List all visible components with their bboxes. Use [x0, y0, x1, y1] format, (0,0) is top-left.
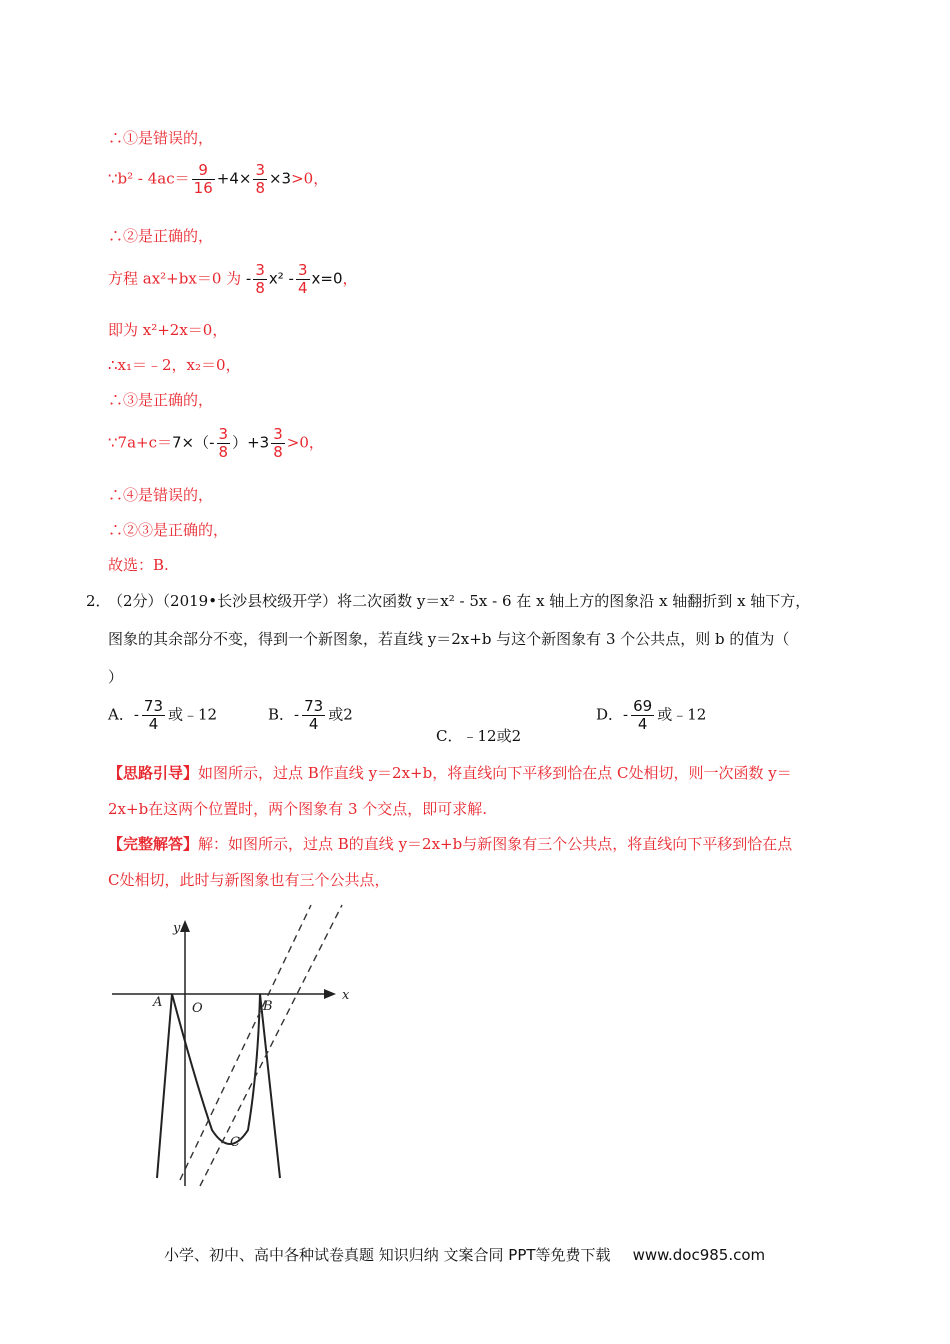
frac-den: 8	[255, 279, 265, 297]
frac-num: 9	[192, 162, 215, 180]
equation-prefix: 方程 ax²+bx＝0 为	[108, 269, 242, 288]
parabola-graph	[100, 900, 360, 1200]
option-d-label: D．	[596, 705, 624, 724]
7a-c-expr1: 7×（	[172, 433, 210, 452]
frac-num: 3	[218, 425, 229, 443]
answer-line-1	[108, 834, 792, 854]
footer-text: 小学、初中、高中各种试卷真题 知识归纳 文案合同 PPT等免费下载	[164, 1246, 611, 1264]
answer-line-2: C处相切，此时与新图象也有三个公共点，	[108, 871, 390, 889]
fraction-3-8	[271, 426, 285, 461]
frac-num: 3	[255, 261, 265, 279]
option-a-fraction	[142, 698, 165, 733]
minus-sign: -	[283, 269, 294, 288]
solution-line-3: ∴②是正确的，	[108, 227, 214, 245]
frac-den: 4	[637, 715, 648, 733]
y-axis-arrow	[180, 920, 190, 932]
guide-line-1	[108, 763, 792, 783]
solution-line-6: ∴x₁＝﹣2，x₂＝0，	[108, 356, 241, 374]
solution-line-9: ∴④是错误的，	[108, 486, 214, 504]
frac-num: 73	[304, 697, 324, 715]
fraction-3-4	[296, 262, 310, 297]
discriminant-tail: ×3	[268, 169, 292, 188]
7a-c-expr2: ）+3	[232, 433, 270, 452]
minus-sign: -	[133, 705, 139, 724]
fraction-3-8	[253, 262, 267, 297]
solution-line-discriminant	[108, 162, 328, 197]
solution-line-11: 故选：B.	[108, 556, 169, 574]
minus-sign: -	[623, 705, 629, 724]
frac-num: 73	[143, 697, 164, 715]
7a-c-prefix: ∵7a+c＝	[108, 433, 172, 452]
option-d[interactable]	[596, 698, 706, 733]
guide-line-2: 2x+b在这两个位置时，两个图象有 3 个交点，即可求解.	[108, 800, 488, 818]
fraction-3-8	[253, 162, 267, 197]
question-line-2: 图象的其余部分不变，得到一个新图象，若直线 y＝2x+b 与这个新图象有 3 个公共点，则 b 的值为（	[108, 630, 790, 648]
solution-line-5: 即为 x²+2x＝0，	[108, 321, 228, 339]
guide-text-1: 如图所示，过点 B作直线 y＝2x+b，将直线向下平移到恰在点 C处相切，则一次函数 y＝	[198, 764, 792, 782]
frac-den: 4	[308, 715, 319, 733]
frac-num: 3	[255, 161, 265, 179]
point-c-label: C	[230, 1135, 240, 1150]
option-b-fraction	[302, 698, 325, 733]
point-b-label: B	[263, 999, 273, 1014]
dashed-line-through-b	[180, 905, 311, 1180]
discriminant-suffix: >0，	[291, 169, 329, 188]
answer-tag: 【完整解答】	[108, 835, 199, 853]
equation-suffix: ，	[342, 269, 358, 288]
frac-den: 8	[273, 443, 283, 461]
solution-line-7: ∴③是正确的，	[108, 391, 214, 409]
solution-line-1: ∴①是错误的，	[108, 129, 214, 147]
question-line-3: ）	[108, 668, 124, 686]
option-b-tail: 或2	[328, 705, 353, 724]
question-number: 2．	[86, 592, 111, 610]
option-b-label: B．	[268, 705, 295, 724]
guide-tag: 【思路引导】	[108, 764, 199, 782]
option-a-tail: 或﹣12	[168, 705, 218, 724]
minus-sign: -	[209, 433, 215, 452]
frac-num: 69	[633, 697, 653, 715]
solution-line-equation	[108, 262, 358, 297]
footer-url[interactable]: www.doc985.com	[632, 1246, 766, 1264]
option-c-label: C．	[436, 727, 463, 745]
fraction-9-16	[192, 162, 215, 197]
answer-text-1: 解：如图所示，过点 B的直线 y＝2x+b与新图象有三个公共点，将直线向下平移到恰在点	[198, 835, 793, 853]
discriminant-prefix: ∵b² - 4ac＝	[108, 169, 190, 188]
7a-c-suffix: >0，	[286, 433, 324, 452]
x-axis-arrow	[324, 989, 336, 999]
page-footer	[164, 1244, 765, 1265]
option-b[interactable]	[268, 698, 353, 733]
equation-x-squared: x²	[268, 269, 284, 288]
option-a[interactable]	[108, 698, 217, 733]
equation-tail: x=0	[311, 269, 343, 288]
frac-den: 4	[148, 715, 159, 733]
option-a-label: A．	[108, 705, 134, 724]
minus-sign: -	[294, 705, 300, 724]
minus-sign: -	[245, 269, 252, 288]
frac-den: 8	[218, 443, 229, 461]
frac-den: 4	[297, 279, 308, 297]
dashed-line-tangent-c	[200, 905, 342, 1186]
frac-num: 3	[297, 261, 308, 279]
option-d-tail: 或﹣12	[657, 705, 707, 724]
question-line-1: （2分）（2019•长沙县校级开学）将二次函数 y＝x² - 5x - 6 在 x 轴上方的图象沿 x 轴翻折到 x 轴下方，	[108, 592, 811, 610]
frac-den: 16	[193, 179, 213, 197]
discriminant-mid: +4×	[216, 169, 252, 188]
point-a-label: A	[153, 995, 163, 1010]
frac-den: 8	[255, 179, 265, 197]
option-c[interactable]	[436, 726, 521, 746]
origin-label: O	[192, 1001, 203, 1016]
solution-line-7a-c	[108, 426, 324, 461]
fraction-3-8	[217, 426, 231, 461]
x-axis-label: x	[342, 988, 350, 1003]
frac-num: 3	[273, 425, 283, 443]
solution-line-10: ∴②③是正确的，	[108, 521, 229, 539]
option-c-text: ﹣12或2	[462, 727, 522, 745]
option-d-fraction	[631, 698, 654, 733]
y-axis-label: y	[173, 921, 181, 936]
